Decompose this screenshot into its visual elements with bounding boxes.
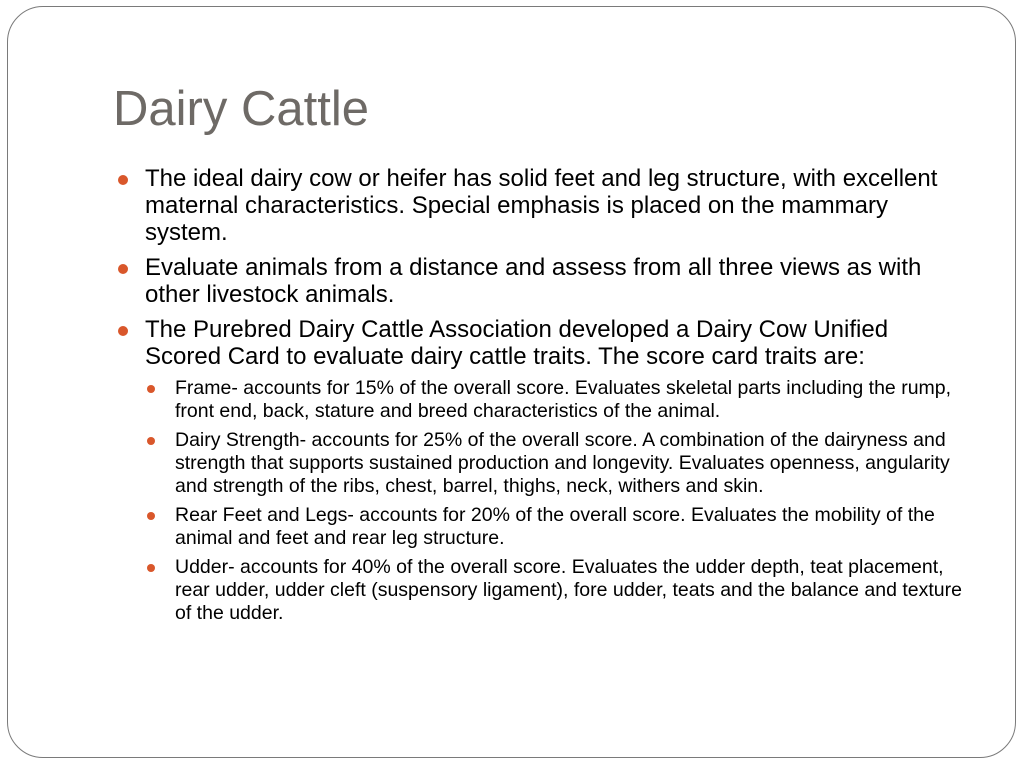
bullet-item (115, 165, 970, 246)
sub-bullet-list (145, 377, 970, 625)
sub-bullet-item-frame (145, 377, 970, 423)
sub-bullet-text: Frame- accounts for 15% of the overall score. Evaluates skeletal parts including the rump, front end, back, stature and breed characteristics of the animal. (175, 377, 952, 422)
sub-bullet-item-rear-feet-legs (145, 504, 970, 550)
bullet-dot-icon (118, 264, 128, 274)
bullet-text: Evaluate animals from a distance and assess from all three views as with other livestock animals. (145, 254, 922, 308)
bullet-dot-icon (118, 326, 128, 336)
sub-bullet-text: Udder- accounts for 40% of the overall score. Evaluates the udder depth, teat placement, rear udder, udder cleft (suspensory ligament), fore udder, teats and the balance and texture of the udder. (175, 556, 962, 624)
sub-bullet-text: Dairy Strength- accounts for 25% of the overall score. A combination of the dairyness and strength that supports sustained production and longevity. Evaluates openness, angularity and strength of the ribs, chest, barrel, thighs, neck, withers and skin. (175, 429, 950, 497)
sub-bullet-text: Rear Feet and Legs- accounts for 20% of the overall score. Evaluates the mobility of the animal and feet and rear leg structure. (175, 504, 935, 549)
sub-bullet-dot-icon (147, 437, 155, 445)
bullet-text: The ideal dairy cow or heifer has solid feet and leg structure, with excellent maternal characteristics. Special emphasis is placed on the mammary system. (145, 165, 938, 246)
sub-bullet-item-udder (145, 556, 970, 625)
bullet-dot-icon (118, 175, 128, 185)
sub-bullet-dot-icon (147, 385, 155, 393)
sub-bullet-dot-icon (147, 512, 155, 520)
slide-title: Dairy Cattle (113, 82, 369, 136)
bullet-item (115, 316, 970, 625)
sub-bullet-dot-icon (147, 564, 155, 572)
sub-bullet-item-dairy-strength (145, 429, 970, 498)
slide-content (115, 165, 970, 633)
bullet-item (115, 254, 970, 308)
bullet-list (115, 165, 970, 625)
bullet-text: The Purebred Dairy Cattle Association developed a Dairy Cow Unified Scored Card to evaluate dairy cattle traits. The score card traits are: (145, 316, 889, 370)
